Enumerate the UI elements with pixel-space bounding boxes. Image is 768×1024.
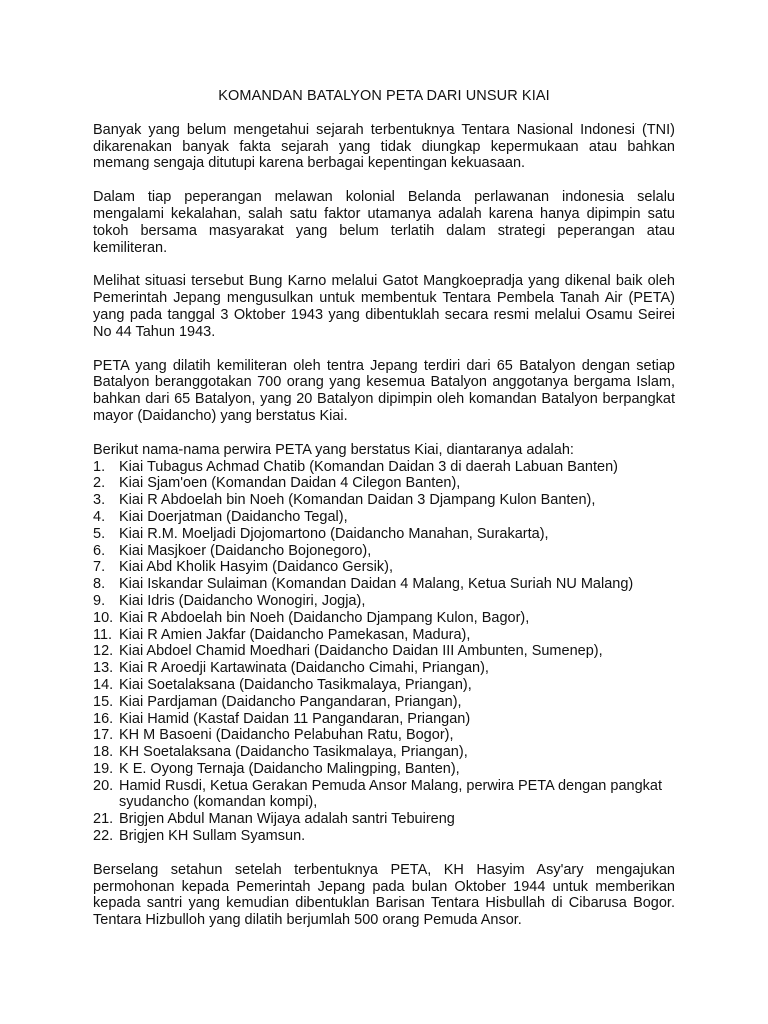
officer-text: Brigjen KH Sullam Syamsun.	[119, 828, 306, 845]
officer-list-item	[93, 492, 675, 509]
officer-text: KH M Basoeni (Daidancho Pelabuhan Ratu, Bogor),	[119, 727, 454, 744]
officer-list-item	[93, 811, 675, 828]
officer-number: 18.	[93, 744, 114, 761]
officer-text: Kiai Soetalaksana (Daidancho Tasikmalaya, Priangan),	[119, 676, 472, 693]
paragraph-hizbullah: Berselang setahun setelah terbentuknya PETA, KH Hasyim Asy'ary mengajukan permohonan kepada Pemerintah Jepang pada bulan Oktober 1944 untuk memberikan kepada santri yang kemudian dibentuklan Barisan Tentara Hisbullah di Cibarusa Bogor. Tentara Hizbulloh yang dilatih berjumlah 500 orang Pemuda Ansor.	[93, 861, 675, 929]
officer-list-item	[93, 744, 675, 761]
officer-list-item	[93, 475, 675, 492]
officer-text: Kiai Idris (Daidancho Wonogiri, Jogja),	[119, 592, 366, 609]
officer-text: Brigjen Abdul Manan Wijaya adalah santri Tebuireng	[119, 811, 455, 828]
paragraph-intro: Banyak yang belum mengetahui sejarah terbentuknya Tentara Nasional Indonesi (TNI) dikarenakan banyak fakta sejarah yang tidak diungkap kepermukaan atau bahkan memang sengaja ditutupi karena berbagai kepentingan kekuasaan.	[93, 121, 675, 172]
officer-number: 15.	[93, 693, 114, 710]
officer-list-item	[93, 643, 675, 660]
officer-number: 3.	[93, 492, 106, 509]
officer-text: Kiai Sjam'oen (Komandan Daidan 4 Cilegon Banten),	[119, 475, 461, 492]
officer-number: 22.	[93, 828, 114, 845]
officer-number: 17.	[93, 727, 114, 744]
officer-number: 6.	[93, 542, 106, 559]
officer-text: Kiai R Aroedji Kartawinata (Daidancho Cimahi, Priangan),	[119, 660, 489, 677]
officer-text: Kiai R Amien Jakfar (Daidancho Pamekasan, Madura),	[119, 626, 471, 643]
officer-number: 9.	[93, 592, 106, 609]
officer-list-item	[93, 593, 675, 610]
officer-list-intro: Berikut nama-nama perwira PETA yang berstatus Kiai, diantaranya adalah:	[93, 441, 574, 458]
officer-number: 14.	[93, 676, 114, 693]
officer-number: 5.	[93, 525, 106, 542]
officer-list-item	[93, 660, 675, 677]
officer-text: Kiai R.M. Moeljadi Djojomartono (Daidancho Manahan, Surakarta),	[119, 525, 549, 542]
paragraph-peta-battalions: PETA yang dilatih kemiliteran oleh tentra Jepang terdiri dari 65 Batalyon dengan setiap Batalyon beranggotakan 700 orang yang kesemua Batalyon anggotanya bergama Islam, bahkan dari 65 Batalyon, yang 20 Batalyon dipimpin oleh komandan Batalyon berpangkat mayor (Daidancho) yang berstatus Kiai.	[93, 357, 675, 424]
officer-text: Hamid Rusdi, Ketua Gerakan Pemuda Ansor Malang, perwira PETA dengan pangkat syudancho (komandan kompi),	[119, 777, 662, 811]
officer-number: 4.	[93, 508, 106, 525]
officer-text: Kiai Abd Kholik Hasyim (Daidanco Gersik),	[119, 559, 393, 576]
officer-number: 2.	[93, 475, 106, 492]
officer-list-item	[93, 727, 675, 744]
officer-list-item	[93, 778, 675, 812]
officer-text: Kiai R Abdoelah bin Noeh (Komandan Daidan 3 Djampang Kulon Banten),	[119, 492, 596, 509]
officer-list-item	[93, 610, 675, 627]
officer-text: KH Soetalaksana (Daidancho Tasikmalaya, Priangan),	[119, 744, 468, 761]
officer-number: 12.	[93, 643, 114, 660]
officer-text: Kiai Iskandar Sulaiman (Komandan Daidan 4 Malang, Ketua Suriah NU Malang)	[119, 576, 634, 593]
officer-number: 19.	[93, 760, 114, 777]
officer-text: Kiai Doerjatman (Daidancho Tegal),	[119, 508, 348, 525]
officer-list-item	[93, 761, 675, 778]
document-title: KOMANDAN BATALYON PETA DARI UNSUR KIAI	[218, 88, 550, 104]
officer-number: 7.	[93, 559, 106, 576]
paragraph-peta-formation: Melihat situasi tersebut Bung Karno melalui Gatot Mangkoepradja yang dikenal baik oleh Pemerintah Jepang mengusulkan untuk membentuk Tentara Pembela Tanah Air (PETA) yang pada tanggal 3 Oktober 1943 yang dibentuklah secara resmi melalui Osamu Seirei No 44 Tahun 1943.	[93, 273, 675, 340]
officer-list-item	[93, 828, 675, 845]
officer-number: 8.	[93, 576, 106, 593]
document-page	[93, 88, 675, 946]
officer-list-item	[93, 677, 675, 694]
officer-list-item	[93, 509, 675, 526]
officer-number: 13.	[93, 660, 114, 677]
officer-number: 20.	[93, 777, 114, 794]
officer-list	[93, 459, 675, 845]
officer-number: 1.	[93, 458, 106, 475]
officer-list-item	[93, 694, 675, 711]
officer-text: Kiai Masjkoer (Daidancho Bojonegoro),	[119, 542, 372, 559]
officer-list-item	[93, 576, 675, 593]
paragraph-colonial-war: Dalam tiap peperangan melawan kolonial Belanda perlawanan indonesia selalu mengalami kekalahan, salah satu faktor utamanya adalah karena hanya dipimpin satu tokoh bersama masyarakat yang belum terlatih dalam strategi peperangan atau kemiliteran.	[93, 189, 675, 256]
officer-text: Kiai Tubagus Achmad Chatib (Komandan Daidan 3 di daerah Labuan Banten)	[119, 458, 618, 475]
officer-number: 10.	[93, 609, 114, 626]
officer-list-item	[93, 526, 675, 543]
officer-list-item	[93, 627, 675, 644]
officer-text: Kiai Abdoel Chamid Moedhari (Daidancho Daidan III Ambunten, Sumenep),	[119, 643, 603, 660]
officer-text: Kiai Pardjaman (Daidancho Pangandaran, Priangan),	[119, 693, 462, 710]
officer-list-item	[93, 459, 675, 476]
officer-text: Kiai Hamid (Kastaf Daidan 11 Pangandaran, Priangan)	[119, 710, 471, 727]
officer-text: Kiai R Abdoelah bin Noeh (Daidancho Djampang Kulon, Bagor),	[119, 609, 530, 626]
officer-number: 16.	[93, 710, 114, 727]
officer-number: 21.	[93, 811, 114, 828]
officer-number: 11.	[93, 626, 113, 643]
officer-list-item	[93, 711, 675, 728]
officer-text: K E. Oyong Ternaja (Daidancho Malingping, Banten),	[119, 760, 460, 777]
officer-list-item	[93, 543, 675, 560]
officer-list-item	[93, 559, 675, 576]
